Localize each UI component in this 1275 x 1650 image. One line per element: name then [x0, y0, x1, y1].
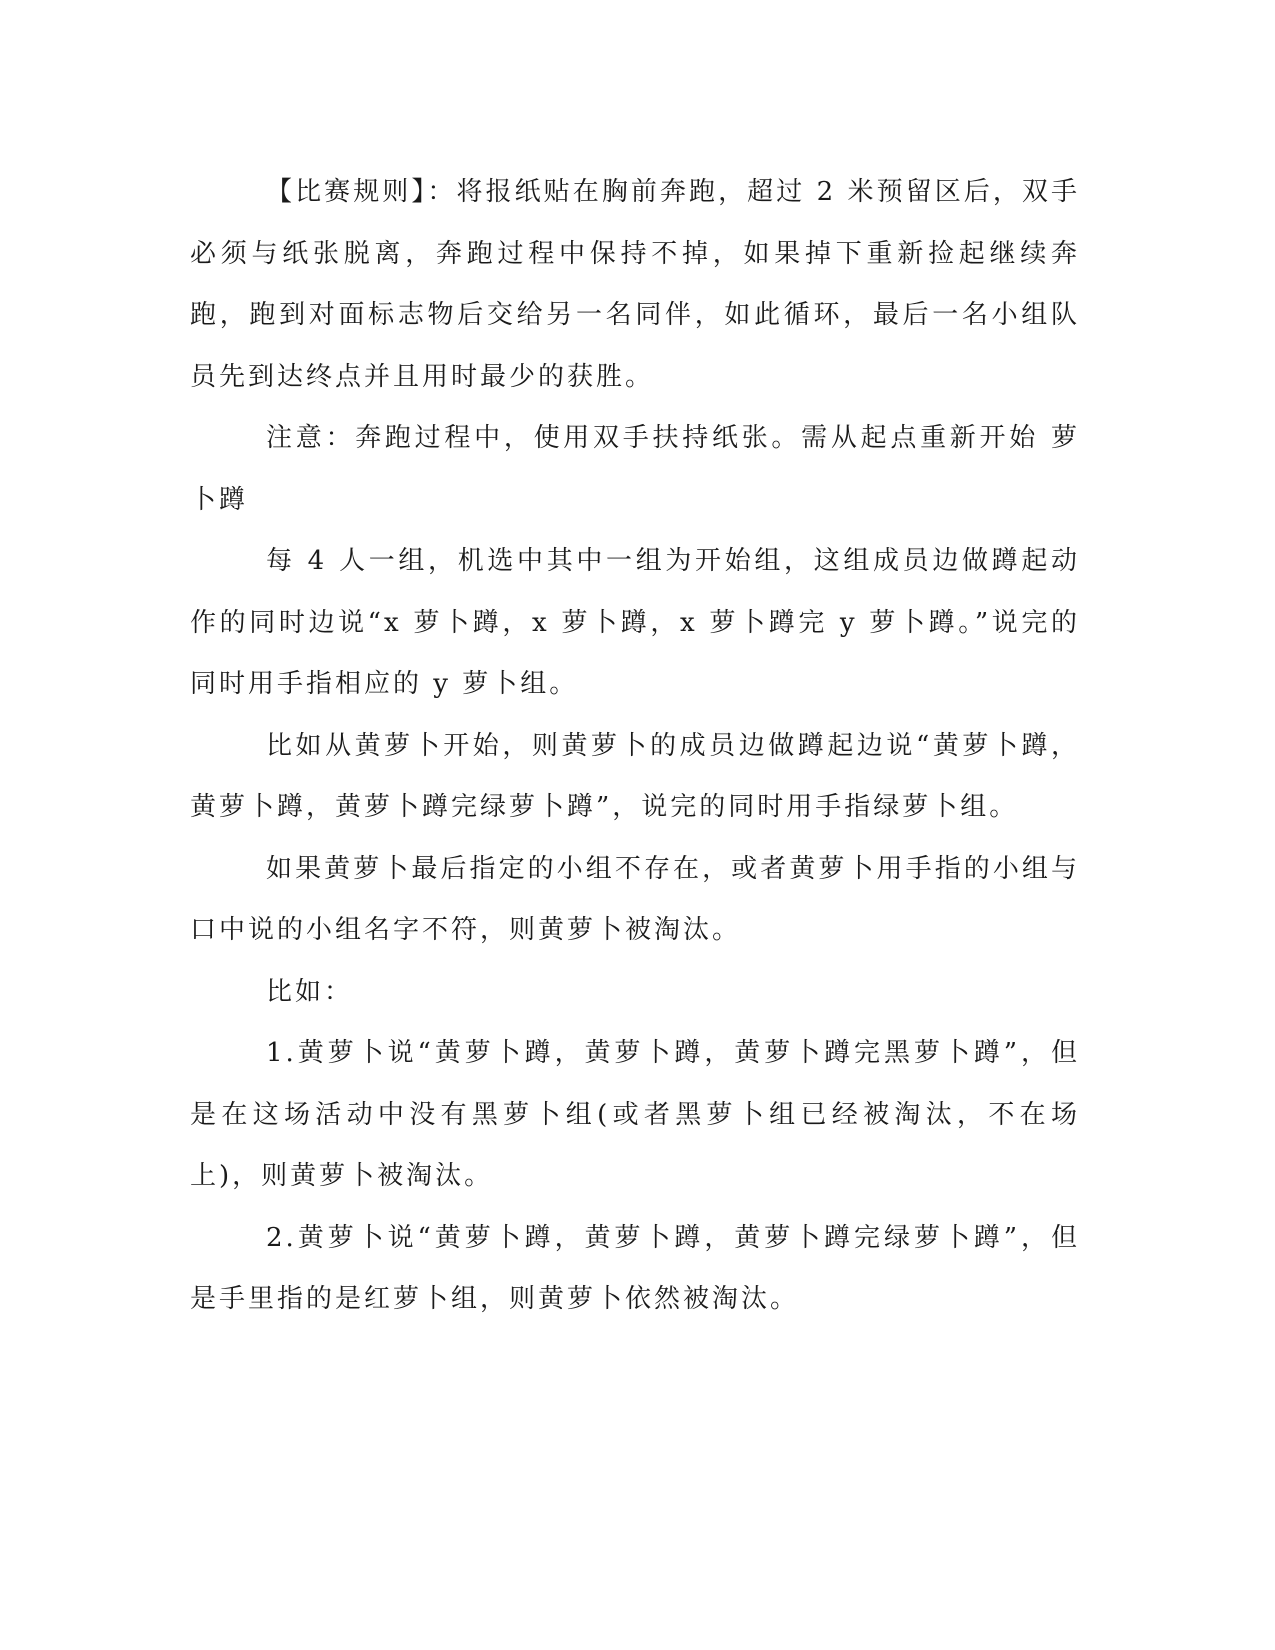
- paragraph-for-example: 比如：: [266, 976, 354, 1007]
- paragraph-note: 注意：奔跑过程中，使用双手扶持纸张。需从起点重新开始 萝卜蹲: [190, 423, 1080, 515]
- paragraph-example-2: 2.黄萝卜说“黄萝卜蹲，黄萝卜蹲，黄萝卜蹲完绿萝卜蹲”，但是手里指的是红萝卜组，则黄萝卜依然被淘汰。: [190, 1222, 1080, 1314]
- paragraph-competition-rules: 【比赛规则】：将报纸贴在胸前奔跑，超过 2 米预留区后，双手必须与纸张脱离，奔跑过程中保持不掉，如果掉下重新捡起继续奔跑，跑到对面标志物后交给另一名同伴，如此循环，最后一名小组队员先到达终点并且用时最少的获胜。: [190, 177, 1080, 392]
- document-body: [190, 162, 1080, 1331]
- paragraph-elimination-rule: 如果黄萝卜最后指定的小组不存在，或者黄萝卜用手指的小组与口中说的小组名字不符，则黄萝卜被淘汰。: [190, 853, 1080, 945]
- paragraph-example-1: 1.黄萝卜说“黄萝卜蹲，黄萝卜蹲，黄萝卜蹲完黑萝卜蹲”，但是在这场活动中没有黑萝卜组(或者黑萝卜组已经被淘汰，不在场上)，则黄萝卜被淘汰。: [190, 1038, 1080, 1191]
- paragraph-example-yellow: 比如从黄萝卜开始，则黄萝卜的成员边做蹲起边说“黄萝卜蹲，黄萝卜蹲，黄萝卜蹲完绿萝卜蹲”，说完的同时用手指绿萝卜组。: [190, 730, 1080, 822]
- paragraph-group-setup: 每 4 人一组，机选中其中一组为开始组，这组成员边做蹲起动作的同时边说“x 萝卜蹲，x 萝卜蹲，x 萝卜蹲完 y 萝卜蹲。”说完的同时用手指相应的 y 萝卜组。: [190, 546, 1080, 699]
